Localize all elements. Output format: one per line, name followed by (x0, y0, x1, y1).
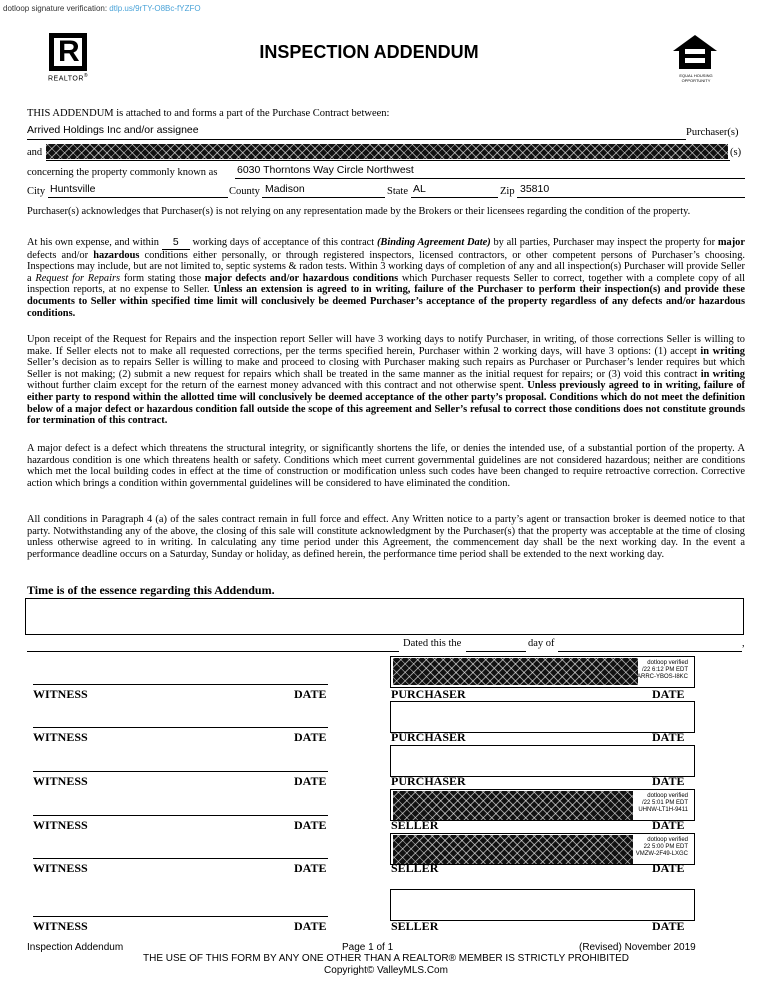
paragraph-conditions: All conditions in Paragraph 4 (a) of the sales contract remain in full force and effect. Any Written notice to a party’s agent or transaction broker is deemed notice to that party. Notwithstanding any of the above, the closing of this sale will constitute acknowledgment by the Purchaser(s) that the property was acceptable at the time of closing unless otherwise agreed to in writing. In calculating any time period under this Agreement, the commencement day shall be the next working day. In the event a performance deadline occurs on a Saturday, Sunday or holiday, as defined herein, the performance time period shall be extended to the next working day. (27, 514, 745, 560)
witness-label: WITNESS (33, 774, 88, 788)
concerning-label: concerning the property commonly known as (27, 167, 218, 178)
witness-date-label: DATE (294, 861, 327, 875)
paragraph-definitions: A major defect is a defect which threatens the structural integrity, or significantly shortens the life, or denies the intended use, of a substantial portion of the property. A hazardous condition is one which threatens health or safety. Conditions which meet current governmental guidelines are not considered hazardous; neither are conditions which met the local building codes in effect at the time of construction or modification unless such codes have been changed to require retroactive correction. Corrective action which brings a condition within governmental guidelines will be considered to have eliminated the condition. (27, 443, 745, 489)
paragraph-reliance: Purchaser(s) acknowledges that Purchaser(s) is not relying on any representation made by the Brokers or their licensees regarding the condition of the property. (27, 206, 691, 217)
equal-housing-logo (671, 33, 721, 85)
state-value[interactable]: AL (413, 183, 426, 195)
county-label: County (229, 186, 260, 197)
witness-date-label: DATE (294, 818, 327, 832)
purchaser-label: Purchaser(s) (686, 127, 739, 138)
footer-right: (Revised) November 2019 (579, 942, 696, 953)
footer-copyright: Copyright© ValleyMLS.Com (324, 965, 448, 976)
witness-date-label: DATE (294, 919, 327, 933)
seller-date-label: DATE (652, 818, 685, 832)
equal-housing-icon (671, 33, 719, 71)
verification-link[interactable]: dtlp.us/9rTY-O8Bc-fYZFO (109, 4, 201, 13)
footer-warning: THE USE OF THIS FORM BY ANY ONE OTHER THAN A REALTOR® MEMBER IS STRICTLY PROHIBITED (143, 953, 629, 964)
witness-label: WITNESS (33, 687, 88, 701)
verification-line (3, 4, 201, 13)
paragraph-inspection: At his own expense, and within 5 working days of acceptance of this contract (Binding Agreement Date) by all parties, Purchaser may inspect the property for major defects and/or hazardous conditions either personally, or through registered inspectors, licensed contractors, or other competent persons of Purchaser’s choosing. Inspections may include, but are not limited to, septic systems & radon tests. Within 3 working days of completion of any and all inspection(s) Purchaser will provide Seller a Request for Repairs form stating those major defects and/or hazardous conditions which Purchaser requests Seller to correct, together with a complete copy of all inspection reports, at no expense to Seller. Unless an extension is agreed to in writing, failure of the Purchaser to perform their inspection(s) and provide these documents to Seller within specified time limit will conclusively be deemed Purchaser’s acceptance of the property regardless of any defects and/or hazardous conditions. (27, 237, 745, 319)
page-title: INSPECTION ADDENDUM (259, 42, 479, 62)
footer-left: Inspection Addendum (27, 942, 124, 953)
witness-label: WITNESS (33, 861, 88, 875)
state-label: State (387, 186, 408, 197)
purchaser-date-label: DATE (652, 687, 685, 701)
witness-label: WITNESS (33, 818, 88, 832)
dated-label: Dated this the (403, 638, 462, 649)
realtor-logo: R REALTOR® (48, 35, 89, 83)
witness-date-label: DATE (294, 774, 327, 788)
city-value[interactable]: Huntsville (50, 183, 96, 195)
paragraph-repairs: Upon receipt of the Request for Repairs and the inspection report Seller will have 3 working days to notify Purchaser, in writing, of those corrections Seller is willing to make. If Seller elects not to make all requested corrections, per the terms specified herein, Purchaser within 2 working days, will have 3 options: (1) accept in writing Seller’s decision as to repairs Seller is willing to make and proceed to closing with Purchaser making such repairs as Purchaser or Purchaser’s lender requires but which Seller is not making; (2) submit a new request for repairs which shall be treated in the same manner as the initial request for repairs; or (3) void this contract in writing without further claim except for the return of the earnest money advanced with this contract and not otherwise spent. Unless previously agreed to in writing, failure of either party to respond within the allotted time will conclusively be deemed acceptance of the other party’s proposal. Conditions which do not meet the definition below of a major defect or hazardous condition fall outside the scope of this agreement and Seller’s refusal to correct those conditions does not constitute grounds for termination of this contract. (27, 334, 746, 427)
and-label: and (27, 147, 43, 158)
intro-text: THIS ADDENDUM is attached to and forms a part of the Purchase Contract between: (27, 108, 390, 119)
inspection-days[interactable]: 5 (162, 237, 190, 250)
county-value[interactable]: Madison (265, 183, 305, 195)
equal-housing-text: EQUAL HOUSING OPPORTUNITY (679, 73, 713, 83)
dotloop-verified-stamp: dotloop verified 22 5:00 PM EDT VMZW-2F49-LXGC (635, 837, 688, 857)
footer-page: Page 1 of 1 (342, 942, 394, 953)
seller-label: SELLER (391, 861, 439, 875)
property-address[interactable]: 6030 Thorntons Way Circle Northwest (237, 164, 414, 176)
signature-redacted (393, 835, 633, 864)
zip-label: Zip (500, 186, 515, 197)
signature-redacted (393, 791, 633, 820)
zip-value[interactable]: 35810 (520, 183, 550, 195)
purchaser-label: PURCHASER (391, 730, 466, 744)
purchaser-label: PURCHASER (391, 687, 466, 701)
purchaser-date-label: DATE (652, 730, 685, 744)
witness-label: WITNESS (33, 919, 88, 933)
purchaser-label: PURCHASER (391, 774, 466, 788)
witness-date-label: DATE (294, 730, 327, 744)
realtor-r-icon: R (49, 33, 87, 71)
purchaser-value[interactable]: Arrived Holdings Inc and/or assignee (27, 124, 199, 136)
city-label: City (27, 186, 46, 197)
day-of-label: day of (528, 638, 555, 649)
essence-heading: Time is of the essence regarding this Addendum. (27, 583, 275, 597)
seller-suffix: (s) (730, 147, 742, 158)
seller-name-redacted (46, 144, 728, 159)
essence-textbox[interactable] (25, 598, 744, 635)
dotloop-verified-stamp: dotloop verified /22 6:12 PM EDT ARRC-YBOS-I8KC (636, 660, 688, 680)
seller-date-label: DATE (652, 861, 685, 875)
seller-label: SELLER (391, 818, 439, 832)
seller-label: SELLER (391, 919, 439, 933)
realtor-logo-text: REALTOR (48, 75, 84, 83)
seller-date-label: DATE (652, 919, 685, 933)
witness-date-label: DATE (294, 687, 327, 701)
verification-label: dotloop signature verification: (3, 4, 108, 13)
witness-label: WITNESS (33, 730, 88, 744)
purchaser-date-label: DATE (652, 774, 685, 788)
dotloop-verified-stamp: dotloop verified /22 5:01 PM EDT UHNW-LT1H-9411 (638, 793, 688, 813)
